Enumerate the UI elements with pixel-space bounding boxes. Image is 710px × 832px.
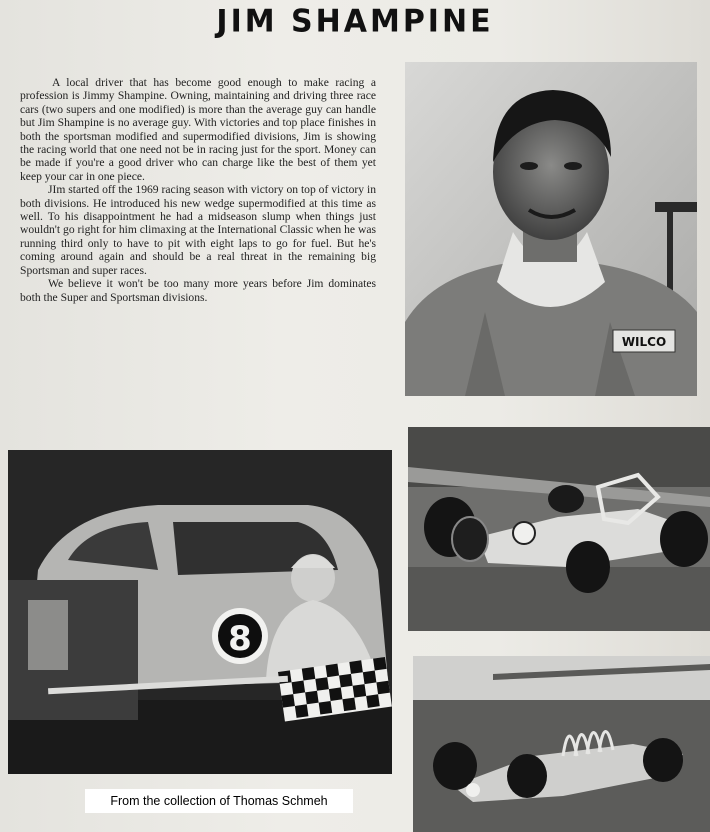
photo-credit-caption: From the collection of Thomas Schmeh — [85, 789, 353, 813]
jacket-patch-text: WILCO — [621, 335, 667, 349]
car-number-text: 8 — [228, 619, 252, 659]
modified-coupe-photo — [8, 450, 392, 774]
article-paragraph-3: We believe it won't be too many more years before Jim dominates both the Super and Sportsman divisions. — [20, 277, 376, 304]
article-text — [20, 76, 376, 304]
page-title: JIM SHAMPINE — [216, 3, 494, 40]
driver-portrait-photo — [405, 62, 697, 396]
article-paragraph-2: JIm started off the 1969 racing season with victory on top of victory in both divisions. He introduced his new wedge supermodified at this time as well. To his disappointment he had a midseason slump when things just wouldn't go right for him climaxing at the International Classic when he was running third only to have to pit with eight laps to go for fuel. But he's coming around again and should be a real threat in the remaining big Sportsman and super races. — [20, 183, 376, 277]
supermodified-car-photo-1 — [408, 427, 710, 631]
article-paragraph-1: A local driver that has become good enough to make racing a profession is Jimmy Shampine. Owning, maintaining and driving three race cars (two supers and one modified) is more than the average guy can handle but Jim Shampine is no average guy. With victories and top place finishes in both the sportsman modified and supermodified divisions, Jim is showing the racing world that one need not be in racing just for the sport. Money can be made if you're a good driver who can charge like the best of them yet keep your car in one piece. — [20, 76, 376, 183]
supermodified-car-photo-2 — [413, 656, 710, 832]
